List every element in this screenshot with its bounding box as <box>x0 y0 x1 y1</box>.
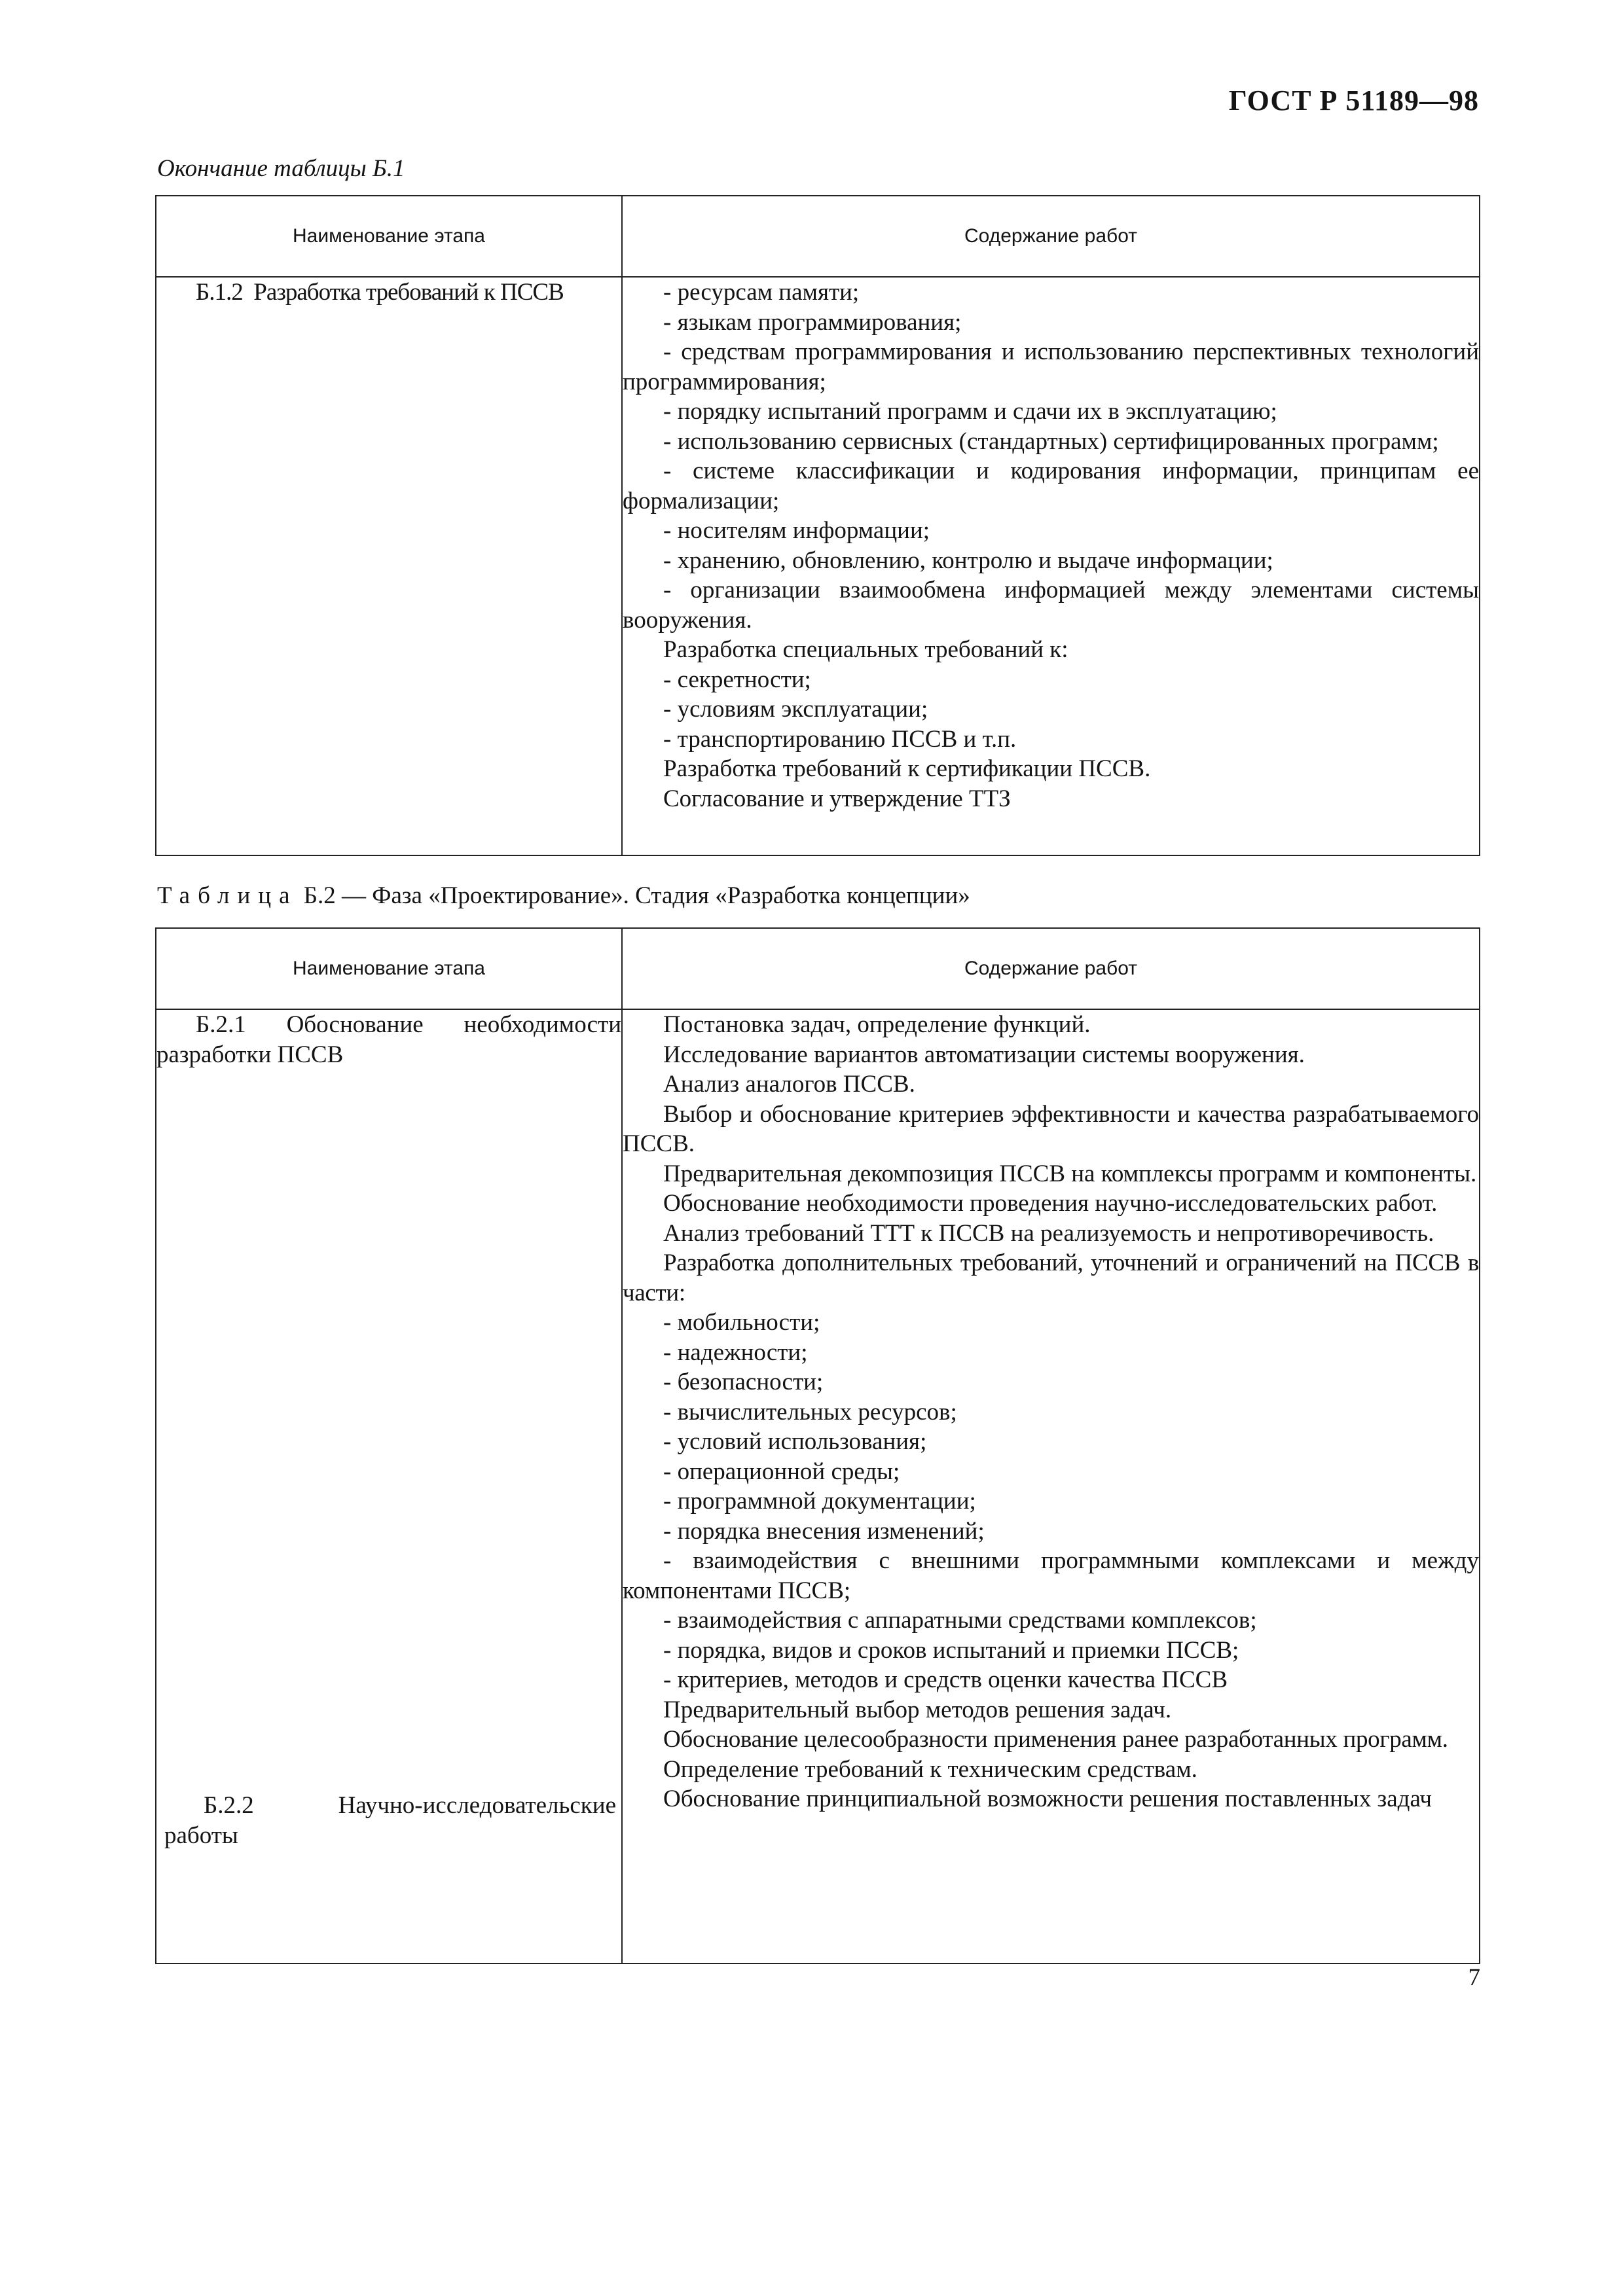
works-item: - программной документации; <box>663 1488 976 1515</box>
works-item: - порядку испытаний программ и сдачи их в эксплуатацию; <box>663 398 1277 425</box>
works-item: - порядка, видов и сроков испытаний и приемки ПССВ; <box>663 1636 1239 1664</box>
works-item: Выбор и обоснование критериев эффективности и качества разрабатываемого ПССВ. <box>623 1100 1479 1157</box>
table2-caption-title: Б.2 — Фаза «Проектирование». Стадия «Разработка концепции» <box>303 882 970 909</box>
stage-code: Б.2.2 <box>204 1792 254 1819</box>
works-item: - взаимодействия с аппаратными средствами комплексов; <box>663 1607 1257 1634</box>
works-item: - надежности; <box>663 1338 808 1366</box>
table-row <box>156 277 1480 855</box>
document-code: ГОСТ Р 51189—98 <box>1228 84 1479 117</box>
works-cell <box>622 277 1480 855</box>
stage-entry <box>156 1010 621 1069</box>
works-item: Согласование и утверждение ТТЗ <box>663 785 1011 812</box>
works-item: - ресурсам памяти; <box>663 279 860 306</box>
works-item: - операционной среды; <box>663 1458 900 1485</box>
works-item: - системе классификации и кодирования информации, принципам ее формализации; <box>623 457 1479 514</box>
works-item: Анализ требований ТТТ к ПССВ на реализуемость и непротиворечивость. <box>663 1219 1434 1247</box>
works-item: - вычислительных ресурсов; <box>663 1398 957 1426</box>
table1-caption: Окончание таблицы Б.1 <box>157 155 405 182</box>
table-b1-continuation <box>155 195 1480 856</box>
stage-cell <box>156 1009 622 1964</box>
works-item: Анализ аналогов ПССВ. <box>663 1071 915 1098</box>
works-item: Обоснование принципиальной возможности решения поставленных задач <box>663 1785 1432 1812</box>
column-header-works: Содержание работ <box>622 928 1480 1009</box>
works-item: - средствам программирования и использованию перспективных технологий программирования; <box>623 338 1479 395</box>
column-header-stage: Наименование этапа <box>156 196 622 277</box>
works-item: - критериев, методов и средств оценки качества ПССВ <box>663 1666 1228 1693</box>
works-item: Исследование вариантов автоматизации системы вооружения. <box>663 1041 1305 1068</box>
column-header-stage: Наименование этапа <box>156 928 622 1009</box>
works-item: - организации взаимообмена информацией между элементами системы вооружения. <box>623 577 1479 634</box>
works-item: - секретности; <box>663 666 811 693</box>
stage-code: Б.2.1 <box>196 1011 246 1038</box>
table-header-row <box>156 928 1480 1009</box>
works-item: Обоснование целесообразности применения ранее разработанных программ. <box>663 1726 1448 1753</box>
stage-code: Б.1.2 <box>196 279 243 306</box>
works-item: Разработка требований к сертификации ПССВ. <box>663 755 1151 782</box>
stage-title: Научно-исследовательские работы <box>164 1792 616 1849</box>
works-item: - взаимодействия с внешними программными комплексами и между компонентами ПССВ; <box>623 1547 1479 1604</box>
works-item: - условий использования; <box>663 1428 927 1455</box>
stage-title: Разработка требований к ПССВ <box>253 279 564 306</box>
table-header-row <box>156 196 1480 277</box>
works-item: Предварительный выбор методов решения задач. <box>663 1696 1172 1723</box>
works-item: Предварительная декомпозиция ПССВ на комплексы программ и компоненты. <box>663 1160 1477 1187</box>
stage-cell <box>156 277 622 855</box>
works-item: - порядка внесения изменений; <box>663 1517 985 1545</box>
works-item: Постановка задач, определение функций. <box>663 1011 1091 1038</box>
works-item: Определение требований к техническим средствам. <box>663 1755 1197 1783</box>
works-item: - условиям эксплуатации; <box>663 696 928 723</box>
column-header-works: Содержание работ <box>622 196 1480 277</box>
table2-caption <box>157 882 970 910</box>
stage-title: Обоснование необходимости разработки ПССВ <box>156 1011 622 1068</box>
table-row <box>156 1009 1480 1964</box>
works-item: - использованию сервисных (стандартных) сертифицированных программ; <box>663 427 1439 455</box>
works-cell <box>622 1009 1480 1964</box>
works-item: - хранению, обновлению, контролю и выдаче информации; <box>663 547 1273 574</box>
works-item: - транспортированию ПССВ и т.п. <box>663 725 1017 753</box>
works-item: - мобильности; <box>663 1309 820 1336</box>
table2-caption-label: Таблица <box>157 882 298 909</box>
table-b2 <box>155 927 1480 1964</box>
works-item: Разработка специальных требований к: <box>663 636 1068 663</box>
works-item: - носителям информации; <box>663 517 930 544</box>
stage-entry <box>156 278 621 308</box>
works-item: Разработка дополнительных требований, уточнений и ограничений на ПССВ в части: <box>623 1249 1479 1306</box>
works-item: - языкам программирования; <box>663 308 962 336</box>
page-number: 7 <box>1468 1964 1480 1991</box>
stage-entry <box>164 1791 616 1850</box>
works-item: - безопасности; <box>663 1369 824 1395</box>
works-item: Обоснование необходимости проведения научно-исследовательских работ. <box>663 1190 1438 1217</box>
